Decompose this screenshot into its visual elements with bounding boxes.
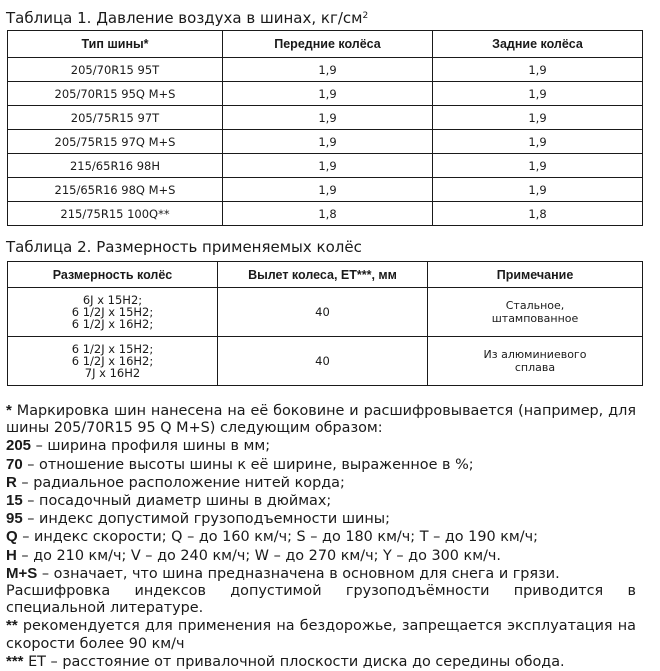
marking-key: 70 [6, 455, 23, 473]
table-row [8, 337, 643, 386]
front-pressure-cell: 1,9 [223, 82, 433, 106]
column-header-wheel-offset: Вылет колеса, ЕТ***, мм [218, 262, 428, 288]
marking-item: 205 – ширина профиля шины в мм; [6, 437, 271, 455]
marking-item: 95 – индекс допустимой грузоподъемности шины; [6, 510, 390, 528]
marking-item: 15 – посадочный диаметр шины в дюймах; [6, 492, 332, 510]
tire-pressure-table [7, 30, 643, 226]
table-row [8, 202, 643, 226]
rear-pressure-cell: 1,9 [433, 154, 643, 178]
marking-item: R – радиальное расположение нитей корда; [6, 473, 345, 491]
table-row [8, 58, 643, 82]
table-row [8, 154, 643, 178]
table2-caption: Таблица 2. Размерность применяемых колёс [6, 238, 362, 256]
footnotes [6, 402, 636, 671]
wheel-size-cell [8, 337, 218, 386]
wheel-note-line: сплава [514, 361, 556, 374]
tire-type-cell: 215/65R16 98H [8, 154, 223, 178]
table1-caption: Таблица 1. Давление воздуха в шинах, $кг/см^2$ [6, 9, 369, 27]
tire-type-cell: 215/65R16 98Q M+S [8, 178, 223, 202]
rear-pressure-cell: 1,9 [433, 106, 643, 130]
footnote-mark: ** [6, 617, 18, 635]
load-index-note: Расшифровка индексов допустимой грузоподъёмности приводится в специальной литературе. [6, 583, 636, 617]
footnote-offroad: ** рекомендуется для применения на бездорожье, запрещается эксплуатация на скорости более 90 км/ч [6, 617, 636, 652]
rear-pressure-cell: 1,9 [433, 178, 643, 202]
tire-type-cell: 205/75R15 97Q M+S [8, 130, 223, 154]
front-pressure-cell: 1,9 [223, 178, 433, 202]
wheel-offset-cell: 40 [218, 337, 428, 386]
marking-key: 205 [6, 437, 32, 455]
column-header-wheel-size: Размерность колёс [8, 262, 218, 288]
rear-pressure-cell: 1,9 [433, 58, 643, 82]
marking-item: Q – индекс скорости; Q – до 160 км/ч; S – до 180 км/ч; T – до 190 км/ч; [6, 528, 538, 546]
wheel-size-line: 6 1/2J x 15H2; [71, 342, 154, 356]
wheel-note-line: Из алюминиевого [483, 348, 587, 361]
column-header-note: Примечание [428, 262, 643, 288]
table-row [8, 82, 643, 106]
marking-key: H [6, 546, 17, 564]
marking-key: 15 [6, 492, 23, 510]
rear-pressure-cell: 1,8 [433, 202, 643, 226]
footnote-tire-marking: * Маркировка шин нанесена на её боковине и расшифровывается (например, для шины 205/70R15 95 Q M+S) следующим образом: [6, 402, 636, 437]
table-row [8, 130, 643, 154]
rear-pressure-cell: 1,9 [433, 130, 643, 154]
wheel-size-line: 7J x 16H2 [84, 366, 141, 380]
front-pressure-cell: 1,9 [223, 58, 433, 82]
wheel-note-line: штампованное [491, 312, 579, 325]
marking-item: 70 – отношение высоты шины к её ширине, выраженное в %; [6, 455, 474, 473]
marking-item: M+S – означает, что шина предназначена в основном для снега и грязи. [6, 564, 560, 582]
marking-item: H – до 210 км/ч; V – до 240 км/ч; W – до 270 км/ч; Y – до 300 км/ч. [6, 546, 502, 564]
front-pressure-cell: 1,8 [223, 202, 433, 226]
wheel-offset-cell: 40 [218, 288, 428, 337]
footnote-mark: *** [6, 652, 24, 670]
table-row [8, 178, 643, 202]
rear-pressure-cell: 1,9 [433, 82, 643, 106]
front-pressure-cell: 1,9 [223, 130, 433, 154]
tire-type-cell: 215/75R15 100Q** [8, 202, 223, 226]
tire-type-cell: 205/70R15 95Q M+S [8, 82, 223, 106]
wheel-size-line: 6J x 15H2; [82, 293, 143, 307]
wheel-note-cell [428, 288, 643, 337]
table-header-row [8, 31, 643, 58]
wheel-size-table [7, 261, 643, 386]
table1-caption-superscript: 2 [362, 11, 369, 21]
wheel-size-cell [8, 288, 218, 337]
footnote-mark: * [6, 402, 12, 419]
footnote-et: *** ЕТ – расстояние от привалочной плоскости диска до середины обода. [6, 652, 565, 670]
marking-key: Q [6, 528, 18, 546]
table-row [8, 106, 643, 130]
column-header-front-wheels: Передние колёса [223, 31, 433, 58]
column-header-rear-wheels: Задние колёса [433, 31, 643, 58]
front-pressure-cell: 1,9 [223, 106, 433, 130]
marking-key: R [6, 473, 17, 491]
marking-key: 95 [6, 510, 23, 528]
marking-key: M+S [6, 564, 38, 582]
wheel-size-line: 6 1/2J x 16H2; [71, 354, 154, 368]
table-header-row [8, 262, 643, 288]
tire-type-cell: 205/75R15 97T [8, 106, 223, 130]
column-header-tire-type: Тип шины* [8, 31, 223, 58]
wheel-size-line: 6 1/2J x 16H2; [71, 317, 154, 331]
front-pressure-cell: 1,9 [223, 154, 433, 178]
wheel-note-cell [428, 337, 643, 386]
tire-type-cell: 205/70R15 95T [8, 58, 223, 82]
wheel-note-line: Стальное, [505, 299, 565, 312]
table-row [8, 288, 643, 337]
wheel-size-line: 6 1/2J x 15H2; [71, 305, 154, 319]
